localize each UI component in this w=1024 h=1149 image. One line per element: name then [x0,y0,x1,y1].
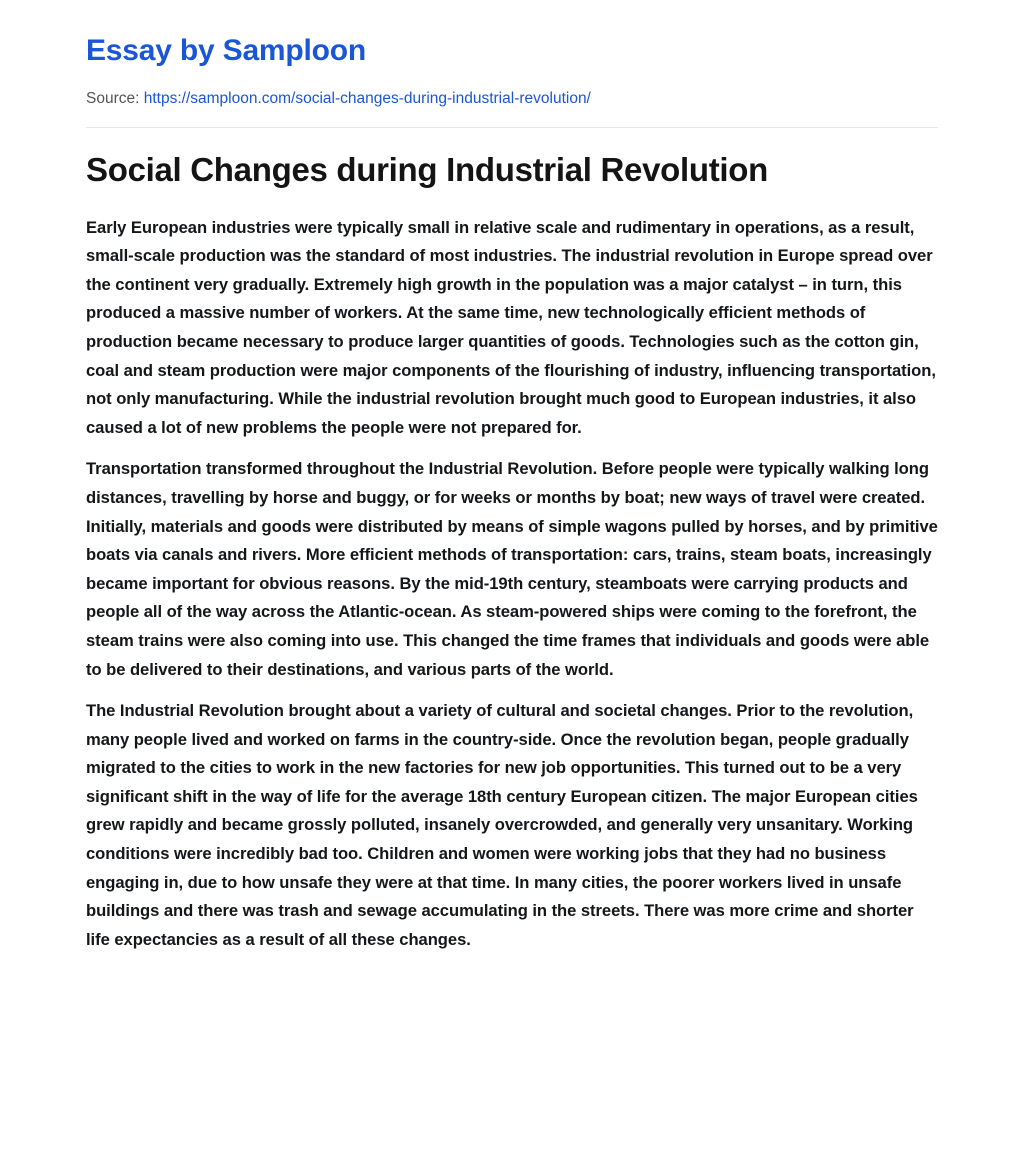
article-body [86,190,938,955]
page-title: Social Changes during Industrial Revolution [86,151,769,188]
source-label: Source: [86,90,140,107]
article-paragraph: Transportation transformed throughout the Industrial Revolution. Before people were typically walking long distances, travelling by horse and buggy, or for weeks or months by boat; new ways of travel were created. Initially, materials and goods were distributed by means of simple wagons pulled by horses, and by primitive boats via canals and rivers. More efficient methods of transportation: cars, trains, steam boats, increasingly became important for obvious reasons. By the mid-19th century, steamboats were carrying products and people all of the way across the Atlantic-ocean. As steam-powered ships were coming to the forefront, the steam trains were also coming into use. This changed the time frames that individuals and goods were able to be delivered to their destinations, and various parts of the world. [86,459,938,679]
source-row [86,89,938,109]
site-header [86,0,938,128]
brand-title: Essay by Samploon [86,34,367,67]
article-paragraph: The Industrial Revolution brought about a variety of cultural and societal changes. Prior to the revolution, many people lived and worked on farms in the country-side. Once the revolution began, people gradually migrated to the cities to work in the new factories for new job opportunities. This turned out to be a very significant shift in the way of life for the average 18th century European citizen. The major European cities grew rapidly and became grossly polluted, insanely overcrowded, and generally very unsanitary. Working conditions were incredibly bad too. Children and women were working jobs that they had no business engaging in, due to how unsafe they were at that time. In many cities, the poorer workers lived in unsafe buildings and there was trash and sewage accumulating in the streets. There was more crime and shorter life expectancies as a result of all these changes. [86,701,918,949]
source-url-link[interactable]: https://samploon.com/social-changes-during-industrial-revolution/ [143,90,591,107]
article-paragraph: Early European industries were typically small in relative scale and rudimentary in operations, as a result, small-scale production was the standard of most industries. The industrial revolution in Europe spread over the continent very gradually. Extremely high growth in the population was a major catalyst – in turn, this produced a massive number of workers. At the same time, new technologically efficient methods of production became necessary to produce larger quantities of goods. Technologies such as the cotton gin, coal and steam production were major components of the flourishing of industry, influencing transportation, not only manufacturing. While the industrial revolution brought much good to European industries, it also caused a lot of new problems the people were not prepared for. [86,217,936,437]
